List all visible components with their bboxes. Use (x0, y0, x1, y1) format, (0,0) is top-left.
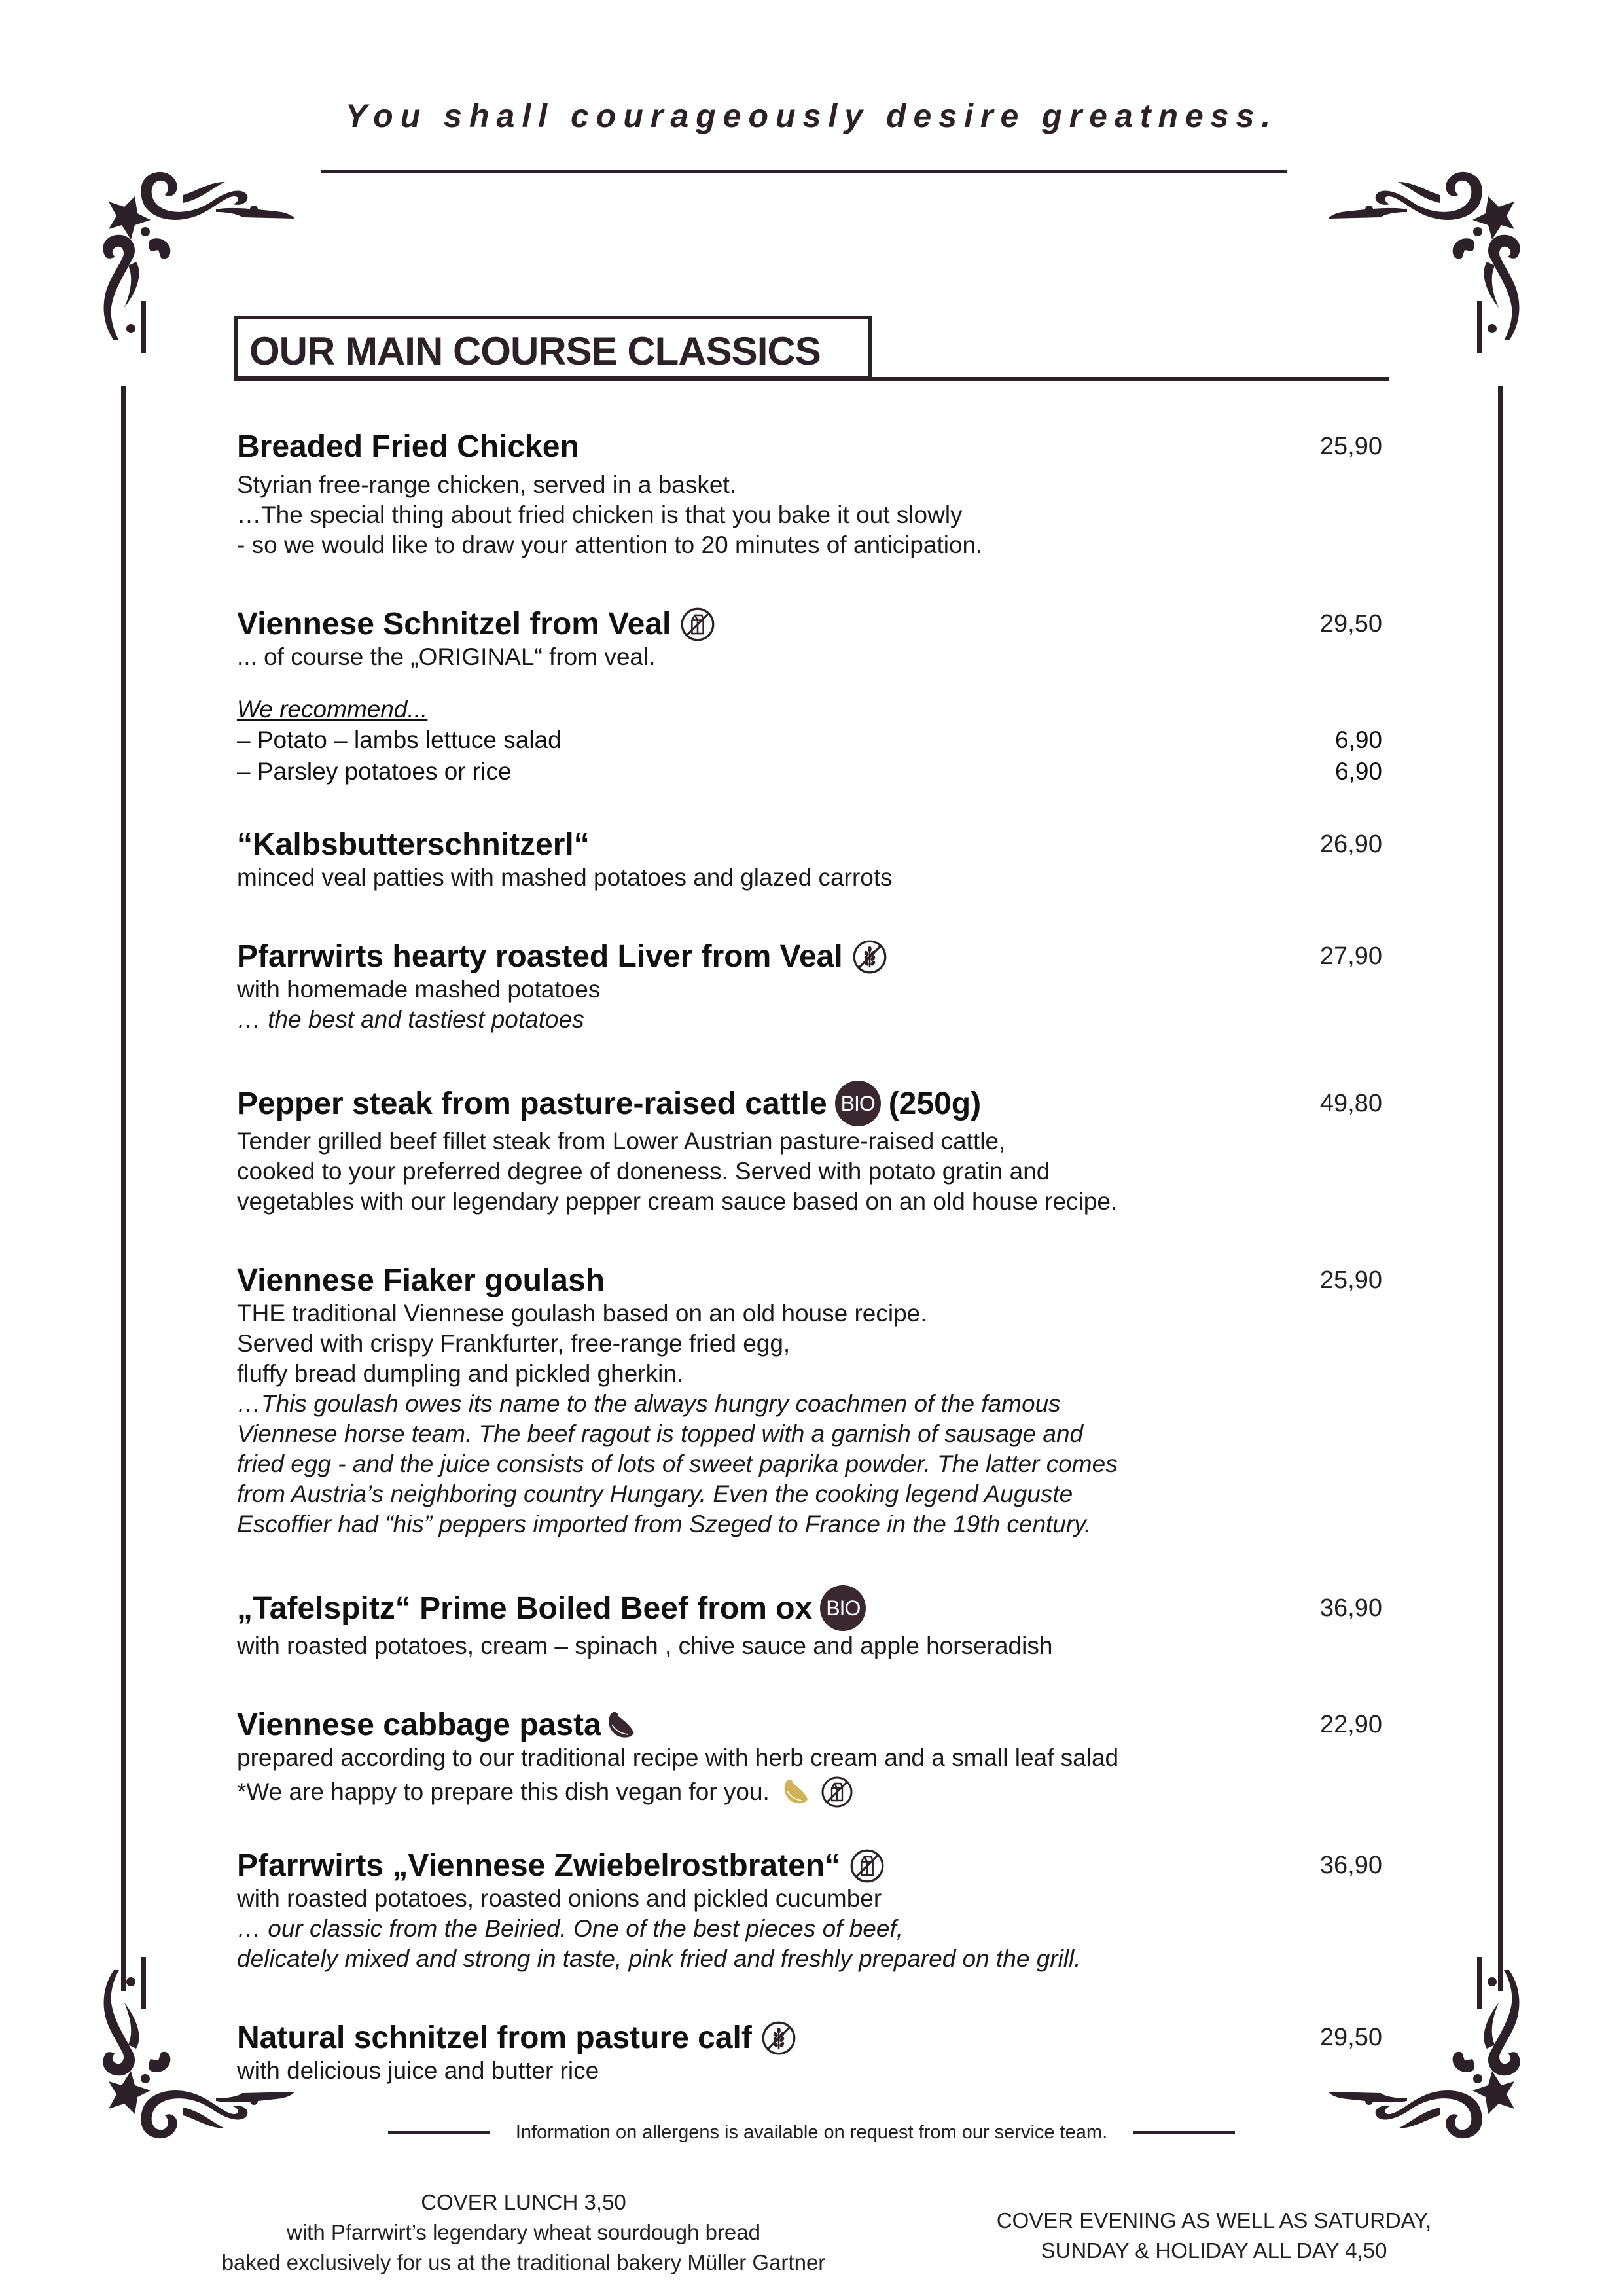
left-border-line (121, 386, 126, 1991)
item-price: 49,80 (1319, 1089, 1382, 1117)
item-description: with delicious juice and butter rice (237, 2057, 599, 2084)
cover-lunch-line: with Pfarrwirt’s legendary wheat sourdough bread (287, 2220, 760, 2244)
menu-item (237, 1081, 1382, 1217)
item-description: THE traditional Viennese goulash based on an old house recipe. (237, 1300, 927, 1327)
menu-item (237, 827, 1382, 893)
menu-item (237, 939, 1382, 1035)
divider (388, 2131, 490, 2134)
item-name: Breaded Fried Chicken (237, 429, 579, 464)
section-title-box (234, 316, 872, 379)
item-note: Viennese horse team. The beef ragout is topped with a garnish of sausage and (237, 1420, 1084, 1447)
bio-badge: BIO (820, 1585, 866, 1631)
menu-item (237, 2020, 1382, 2086)
item-name: Pfarrwirts hearty roasted Liver from Veal (237, 939, 843, 974)
gluten-free-icon (852, 939, 887, 975)
lactose-free-icon (849, 1848, 885, 1884)
divider (1133, 2131, 1235, 2134)
item-description: - so we would like to draw your attention to 20 minutes of anticipation. (237, 531, 983, 558)
side-dish-row (237, 725, 1382, 756)
item-price: 29,50 (1319, 2024, 1382, 2051)
item-note: fried egg - and the juice consists of lots of sweet paprika powder. The latter comes (237, 1450, 1118, 1477)
side-dish-row (237, 756, 1382, 787)
item-name: Natural schnitzel from pasture calf (237, 2020, 752, 2055)
item-price: 26,90 (1319, 831, 1382, 858)
item-price: 29,50 (1319, 610, 1382, 637)
allergen-info-row (0, 2122, 1623, 2144)
side-dish-label: – Parsley potatoes or rice (237, 758, 512, 785)
lactose-free-icon (821, 1776, 853, 1808)
cover-lunch-block (151, 2187, 897, 2278)
side-dish-price: 6,90 (1334, 758, 1382, 785)
item-description: ... of course the „ORIGINAL“ from veal. (237, 643, 656, 670)
item-price: 25,90 (1319, 433, 1382, 460)
cover-lunch-line: baked exclusively for us at the traditional bakery Müller Gartner (221, 2250, 826, 2274)
item-description: vegetables with our legendary pepper cream sauce based on an old house recipe. (237, 1188, 1118, 1215)
allergen-info: Information on allergens is available on request from our service team. (515, 2122, 1108, 2143)
cover-lunch-title: COVER LUNCH 3,50 (421, 2190, 626, 2214)
item-price: 25,90 (1319, 1266, 1382, 1294)
item-description: with roasted potatoes, roasted onions and pickled cucumber (237, 1885, 882, 1912)
menu-item (237, 429, 1382, 560)
top-divider (321, 170, 1287, 173)
section-title-underline (234, 377, 1389, 381)
item-price: 36,90 (1319, 1852, 1382, 1879)
item-description: Styrian free-range chicken, served in a basket. (237, 471, 736, 498)
lactose-free-icon (680, 607, 715, 642)
vegan-leaf-icon (779, 1776, 812, 1808)
vegan-note: *We are happy to prepare this dish vegan for you. (237, 1778, 770, 1805)
item-name: Viennese Schnitzel from Veal (237, 607, 671, 641)
menu-list (237, 429, 1382, 2124)
item-price: 36,90 (1319, 1594, 1382, 1622)
item-description: …The special thing about fried chicken is that you bake it out slowly (237, 501, 963, 528)
item-note: … the best and tastiest potatoes (237, 1006, 584, 1033)
item-price: 22,90 (1319, 1711, 1382, 1738)
side-dish-price: 6,90 (1334, 726, 1382, 753)
item-name: Pepper steak from pasture-raised cattle (237, 1086, 827, 1121)
corner-ornament-top-right (1315, 144, 1538, 353)
bio-badge: BIO (835, 1081, 881, 1126)
cover-evening-line: SUNDAY & HOLIDAY ALL DAY 4,50 (1041, 2238, 1387, 2263)
item-description: fluffy bread dumpling and pickled gherkin. (237, 1360, 684, 1387)
item-description: prepared according to our traditional recipe with herb cream and a small leaf salad (237, 1744, 1119, 1771)
vegetarian-leaf-icon (603, 1708, 638, 1743)
item-note: from Austria’s neighboring country Hungary. Even the cooking legend Auguste (237, 1480, 1073, 1507)
item-description: Served with crispy Frankfurter, free-range fried egg, (237, 1330, 791, 1357)
cover-evening-line: COVER EVENING AS WELL AS SATURDAY, (996, 2208, 1432, 2233)
menu-item (237, 1263, 1382, 1539)
item-name: Viennese cabbage pasta (237, 1708, 601, 1742)
side-dish-label: – Potato – lambs lettuce salad (237, 726, 562, 753)
section-title: OUR MAIN COURSE CLASSICS (249, 329, 821, 373)
item-description: minced veal patties with mashed potatoes and glazed carrots (237, 864, 893, 891)
cover-evening-block (936, 2206, 1492, 2266)
gluten-free-icon (761, 2020, 796, 2056)
item-price: 27,90 (1319, 942, 1382, 970)
item-note: Escoffier had “his” peppers imported from Szeged to France in the 19th century. (237, 1511, 1092, 1537)
item-description: Tender grilled beef fillet steak from Lower Austrian pasture-raised cattle, (237, 1128, 1006, 1155)
menu-item (237, 606, 1382, 787)
item-name: “Kalbsbutterschnitzerl“ (237, 827, 590, 862)
item-description: with roasted potatoes, cream – spinach , chive sauce and apple horseradish (237, 1632, 1053, 1659)
item-name: Pfarrwirts „Viennese Zwiebelrostbraten“ (237, 1848, 841, 1883)
item-description: with homemade mashed potatoes (237, 976, 601, 1003)
item-note: delicately mixed and strong in taste, pink fried and freshly prepared on the grill. (237, 1945, 1081, 1972)
right-border-line (1498, 386, 1503, 1991)
item-name-suffix: (250g) (888, 1086, 982, 1121)
item-note: …This goulash owes its name to the always hungry coachmen of the famous (237, 1390, 1061, 1417)
item-name: Viennese Fiaker goulash (237, 1263, 605, 1298)
menu-item (237, 1585, 1382, 1661)
menu-item (237, 1707, 1382, 1808)
tagline: You shall courageously desire greatness. (345, 98, 1278, 134)
item-note: … our classic from the Beiried. One of the best pieces of beef, (237, 1915, 904, 1942)
item-name: „Tafelspitz“ Prime Boiled Beef from ox (237, 1590, 813, 1626)
menu-item (237, 1848, 1382, 1974)
recommend-label: We recommend... (237, 696, 428, 723)
item-description: cooked to your preferred degree of doneness. Served with potato gratin and (237, 1158, 1050, 1185)
